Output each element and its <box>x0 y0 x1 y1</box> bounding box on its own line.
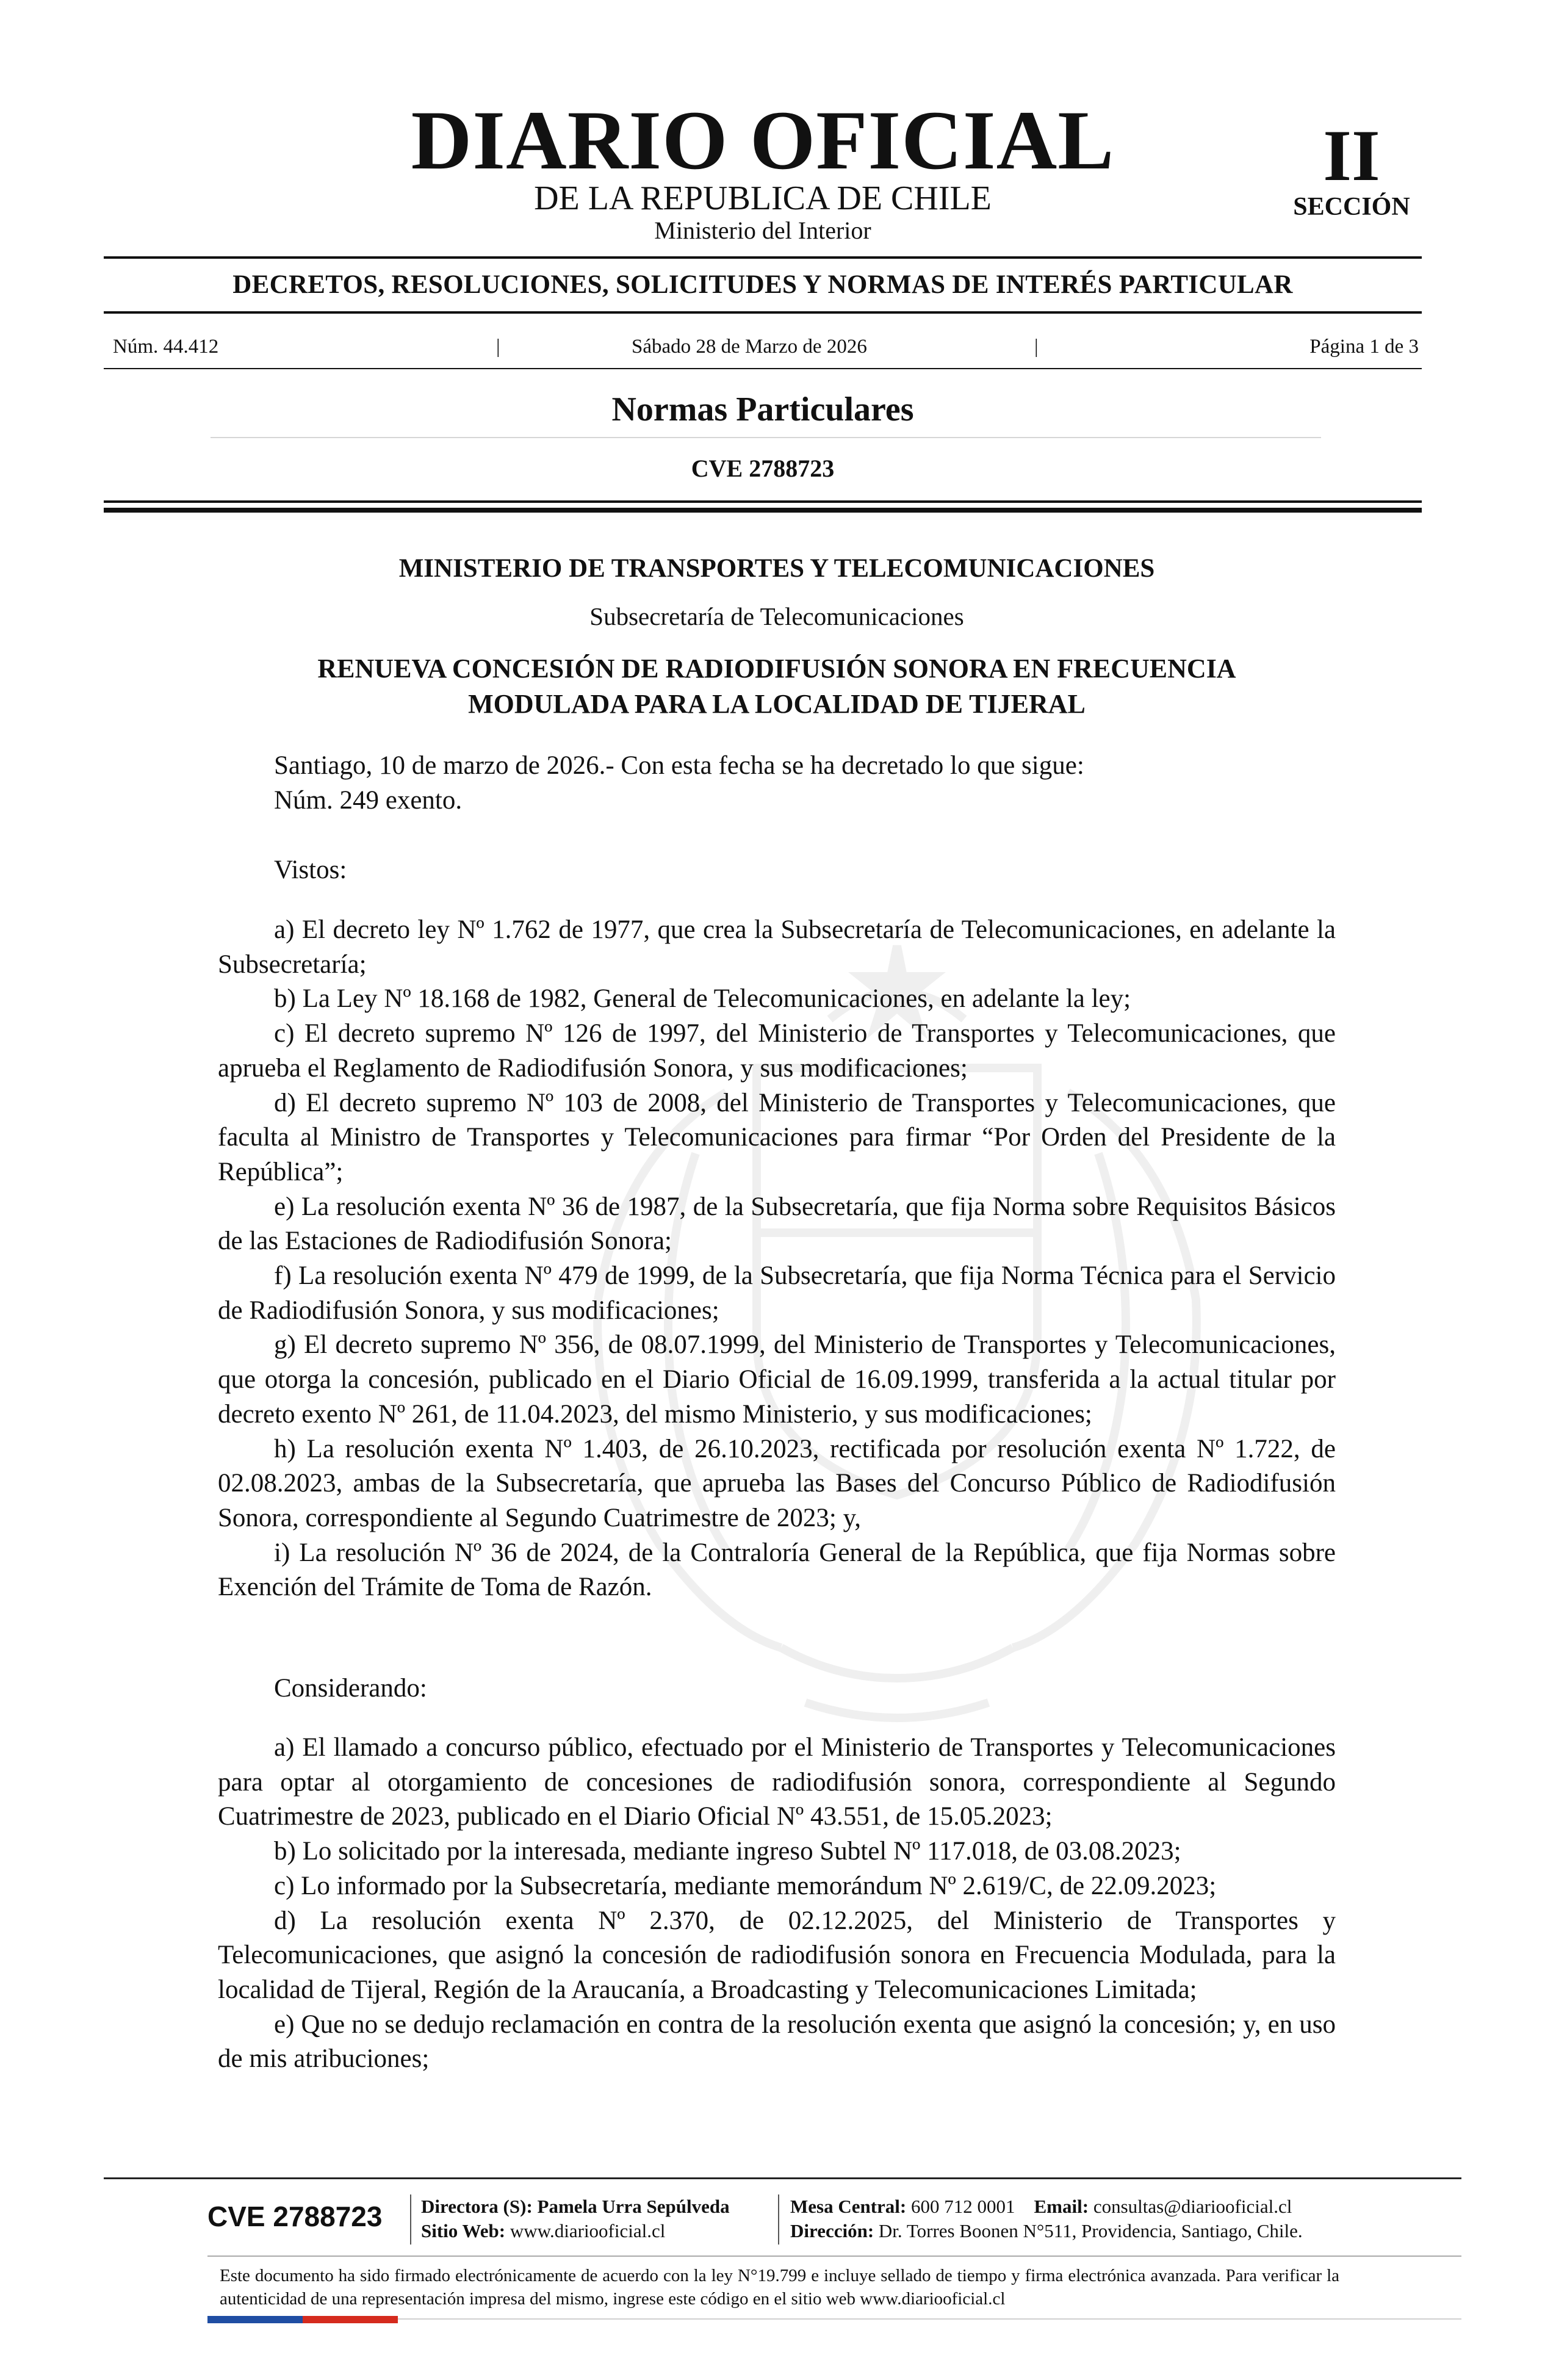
banner-rule <box>104 311 1422 314</box>
phone-number: 600 712 0001 <box>911 2196 1015 2217</box>
phone-label: Mesa Central: <box>790 2196 907 2217</box>
flag-stripe <box>207 2316 398 2323</box>
vistos-label: Vistos: <box>274 856 347 884</box>
footer-divider <box>410 2194 411 2245</box>
issue-rule <box>104 368 1422 369</box>
decree-title <box>218 651 1336 722</box>
decree-number-line: Núm. 249 exento. <box>274 785 463 815</box>
signature-notice: Este documento ha sido firmado electrónicamente de acuerdo con la ley N°19.799 e incluye sellado de tiempo y firma electrónica avanzada. Para verificar la autenticidad de una representación impresa del mismo, ingrese este código en el sitio web www.diariooficial.cl <box>220 2266 1339 2309</box>
considerando-item: e) Que no se dedujo reclamación en contra de la resolución exenta que asignó la concesión; y, en uso de mis atribuciones; <box>218 2010 1336 2074</box>
email-label: Email: <box>1034 2196 1089 2217</box>
issue-date: Sábado 28 de Marzo de 2026 <box>632 336 867 358</box>
vistos-item: a) El decreto ley Nº 1.762 de 1977, que crea la Subsecretaría de Telecomunicaciones, en adelante la Subsecretaría; <box>218 915 1336 979</box>
masthead <box>104 95 1422 247</box>
decree-title-line: RENUEVA CONCESIÓN DE RADIODIFUSIÓN SONORA EN FRECUENCIA <box>317 654 1236 683</box>
footer-bottom-rule <box>398 2318 1461 2320</box>
website-link[interactable]: www.diariooficial.cl <box>510 2220 666 2241</box>
footer-rule <box>207 2256 1461 2257</box>
considerando-label: Considerando: <box>274 1674 427 1703</box>
masthead-rule <box>104 256 1422 259</box>
vistos-item: e) La resolución exenta Nº 36 de 1987, de la Subsecretaría, que fija Norma sobre Requisitos Básicos de las Estaciones de Radiodifusión Sonora; <box>218 1192 1336 1256</box>
considerando-list <box>218 1731 1336 2077</box>
address-text: Dr. Torres Boonen N°511, Providencia, Santiago, Chile. <box>878 2220 1303 2241</box>
vistos-item: f) La resolución exenta Nº 479 de 1999, de la Subsecretaría, que fija Norma Técnica para el Servicio de Radiodifusión Sonora, y sus modificaciones; <box>218 1261 1336 1325</box>
footer-contact-right <box>790 2194 1303 2243</box>
heading-divider <box>211 437 1321 438</box>
cve-code: CVE 2788723 <box>691 455 835 482</box>
considerando-heading <box>218 1671 1336 1706</box>
footer-divider <box>778 2194 779 2245</box>
section-number: II <box>1323 115 1380 196</box>
considerando-item: b) Lo solicitado por la interesada, mediante ingreso Subtel Nº 117.018, de 03.08.2023; <box>274 1837 1181 1866</box>
considerando-item: a) El llamado a concurso público, efectuado por el Ministerio de Transportes y Telecomunicaciones para optar al otorgamiento de concesiones de radiodifusión sonora, correspondiente al Segundo Cuatrimestre de 2023, publicado en el Diario Oficial Nº 43.551, de 15.05.2023; <box>218 1733 1336 1831</box>
section-label: SECCIÓN <box>1293 193 1410 221</box>
vistos-heading <box>218 853 1336 888</box>
director-label: Directora (S): <box>421 2196 533 2217</box>
email-link[interactable]: consultas@diariooficial.cl <box>1093 2196 1292 2217</box>
vistos-item: c) El decreto supremo Nº 126 de 1997, del Ministerio de Transportes y Telecomunicaciones, que aprueba el Reglamento de Radiodifusión Sonora, y sus modificaciones; <box>218 1019 1336 1083</box>
flag-blue-stripe <box>207 2316 303 2323</box>
issuing-subsecretaria: Subsecretaría de Telecomunicaciones <box>589 602 964 630</box>
page-footer <box>104 2177 1461 2373</box>
issue-number: Núm. 44.412 <box>113 336 219 358</box>
director-name: Pamela Urra Sepúlveda <box>537 2196 730 2217</box>
website-label: Sitio Web: <box>421 2220 506 2241</box>
address-label: Dirección: <box>790 2220 874 2241</box>
issue-info-row <box>113 331 1419 362</box>
newspaper-title: DIARIO OFICIAL <box>411 93 1115 187</box>
newspaper-ministry: Ministerio del Interior <box>654 217 871 244</box>
section-banner: DECRETOS, RESOLUCIONES, SOLICITUDES Y NORMAS DE INTERÉS PARTICULAR <box>232 270 1293 299</box>
vistos-item: b) La Ley Nº 18.168 de 1982, General de Telecomunicaciones, en adelante la ley; <box>274 984 1131 1014</box>
vistos-item: i) La resolución Nº 36 de 2024, de la Contraloría General de la República, que fija Normas sobre Exención del Trámite de Toma de Razón. <box>218 1538 1336 1602</box>
page-indicator: Página 1 de 3 <box>1309 336 1419 358</box>
cve-rule-upper <box>104 500 1422 503</box>
issuing-ministry: MINISTERIO DE TRANSPORTES Y TELECOMUNICACIONES <box>398 554 1155 583</box>
vistos-item: h) La resolución exenta Nº 1.403, de 26.10.2023, rectificada por resolución exenta Nº 1.722, de 02.08.2023, ambas de la Subsecretaría, que aprueba las Bases del Concurso Público de Radiodifusión Sonora, correspondiente al Segundo Cuatrimestre de 2023; y, <box>218 1434 1336 1532</box>
newspaper-subtitle: DE LA REPUBLICA DE CHILE <box>534 179 992 217</box>
decree-date-line: Santiago, 10 de marzo de 2026.- Con esta fecha se ha decretado lo que sigue: <box>274 751 1084 780</box>
decree-intro <box>218 749 1336 818</box>
section-mark <box>1281 115 1422 222</box>
flag-red-stripe <box>303 2316 398 2323</box>
cve-rule-lower <box>104 508 1422 513</box>
issue-separator: | <box>1034 336 1039 358</box>
vistos-item: g) El decreto supremo Nº 356, de 08.07.1999, del Ministerio de Transportes y Telecomunicaciones, que otorga la concesión, publicado en el Diario Oficial de 16.09.1999, transferida a la actual titular por decreto exento Nº 261, de 11.04.2023, del mismo Ministerio, y sus modificaciones; <box>218 1330 1336 1429</box>
footer-contact-left <box>421 2194 730 2243</box>
issue-separator: | <box>496 336 500 358</box>
vistos-item: d) El decreto supremo Nº 103 de 2008, del Ministerio de Transportes y Telecomunicaciones, que faculta al Ministro de Transportes y Telecomunicaciones para firmar “Por Orden del Presidente de la República”; <box>218 1088 1336 1186</box>
considerando-item: d) La resolución exenta Nº 2.370, de 02.12.2025, del Ministerio de Transportes y Telecomunicaciones, que asignó la concesión de radiodifusión sonora en Frecuencia Modulada, para la localidad de Tijeral, Región de la Araucanía, a Broadcasting y Telecomunicaciones Limitada; <box>218 1906 1336 2004</box>
vistos-list <box>218 913 1336 1605</box>
section-heading: Normas Particulares <box>611 391 914 428</box>
footer-cve-code: CVE 2788723 <box>207 2201 383 2232</box>
decree-title-line: MODULADA PARA LA LOCALIDAD DE TIJERAL <box>468 689 1086 719</box>
footer-rule <box>104 2177 1461 2179</box>
considerando-item: c) Lo informado por la Subsecretaría, mediante memorándum Nº 2.619/C, de 22.09.2023; <box>274 1871 1217 1900</box>
